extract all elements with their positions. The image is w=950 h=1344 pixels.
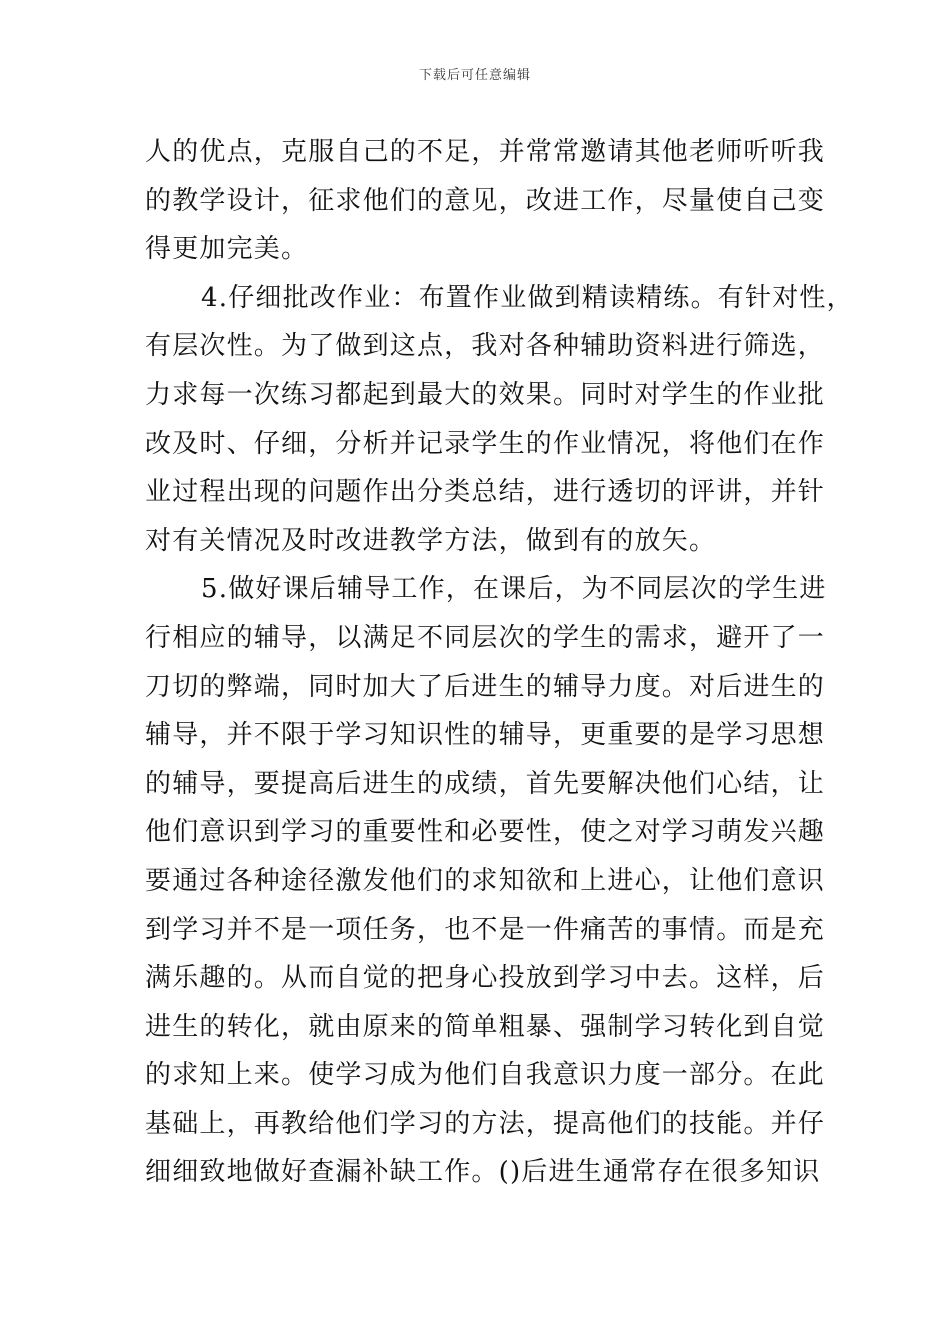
text-line: 力求每一次练习都起到最大的效果。同时对学生的作业批	[145, 379, 826, 410]
text-line: 他们意识到学习的重要性和必要性，使之对学习萌发兴趣	[145, 817, 826, 848]
text-line: 5.做好课后辅导工作，在课后，为不同层次的学生进	[201, 574, 827, 605]
text-line: 业过程出现的问题作出分类总结，进行透切的评讲，并针	[145, 477, 826, 508]
text-line: 4.仔细批改作业：布置作业做到精读精练。有针对性，	[201, 282, 854, 313]
text-line: 辅导，并不限于学习知识性的辅导，更重要的是学习思想	[145, 720, 826, 751]
text-line: 进生的转化，就由原来的简单粗暴、强制学习转化到自觉	[145, 1011, 826, 1042]
text-line: 对有关情况及时改进教学方法，做到有的放矢。	[145, 525, 717, 556]
text-line: 满乐趣的。从而自觉的把身心投放到学习中去。这样，后	[145, 963, 826, 994]
text-line: 得更加完美。	[145, 234, 309, 265]
text-line: 的辅导，要提高后进生的成绩，首先要解决他们心结，让	[145, 768, 826, 799]
text-line: 到学习并不是一项任务，也不是一件痛苦的事情。而是充	[145, 914, 826, 945]
text-line: 基础上，再教给他们学习的方法，提高他们的技能。并仔	[145, 1108, 826, 1139]
text-line: 人的优点，克服自己的不足，并常常邀请其他老师听听我	[145, 137, 826, 167]
text-line: 要通过各种途径激发他们的求知欲和上进心，让他们意识	[145, 865, 826, 896]
text-line: 有层次性。为了做到这点，我对各种辅助资料进行筛选，	[145, 331, 826, 362]
text-line: 行相应的辅导，以满足不同层次的学生的需求，避开了一	[145, 622, 826, 653]
document-body	[145, 128, 854, 1197]
text-line: 的教学设计，征求他们的意见，改进工作，尽量使自己变	[145, 185, 826, 216]
page-header: 下载后可任意编辑	[418, 68, 531, 83]
text-line: 刀切的弊端，同时加大了后进生的辅导力度。对后进生的	[145, 671, 826, 702]
text-line: 细细致地做好查漏补缺工作。()后进生通常存在很多知识	[145, 1157, 821, 1188]
text-line: 改及时、仔细，分析并记录学生的作业情况，将他们在作	[145, 428, 826, 459]
text-line: 的求知上来。使学习成为他们自我意识力度一部分。在此	[145, 1060, 826, 1091]
